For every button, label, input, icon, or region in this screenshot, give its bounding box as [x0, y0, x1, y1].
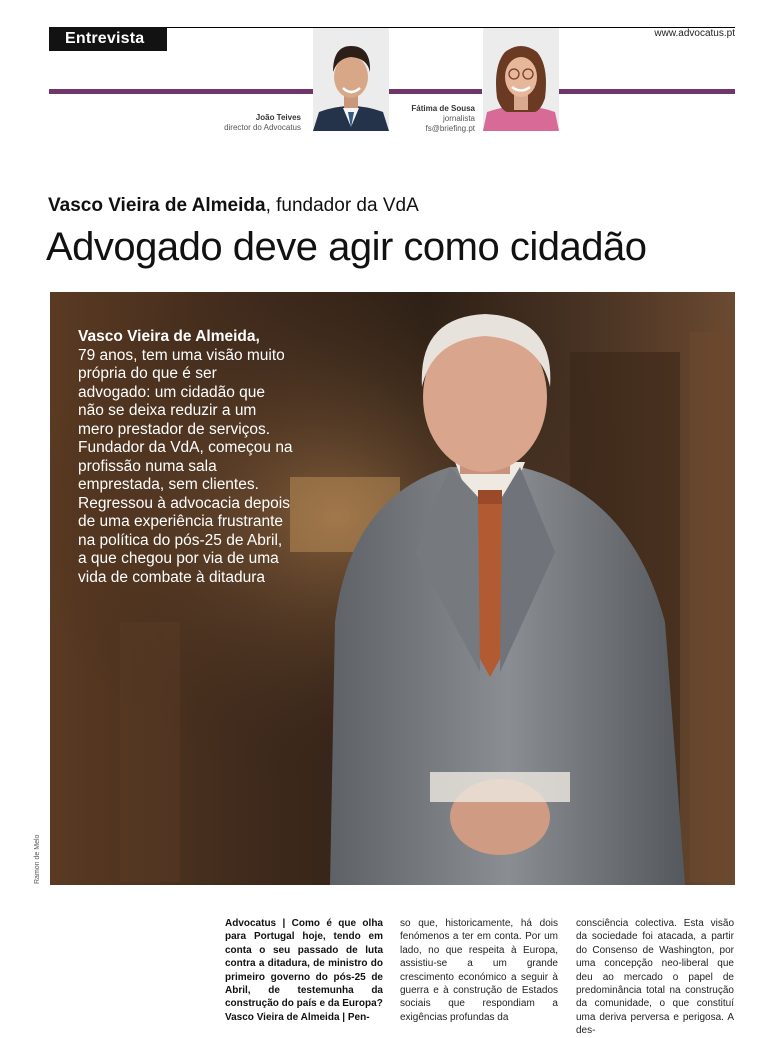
accent-bar-right — [559, 89, 735, 94]
kicker-subtitle: , fundador da VdA — [265, 195, 419, 216]
header-rule — [167, 27, 735, 28]
body-column: so que, historicamente, há dois fenómenos a ter em conta. Por um lado, no que respeita à Europa, assistiu-se a um grande crescimento económico a seguir à guerra e à construção de Estados sociais que respondiam a exigências profundas da — [400, 918, 558, 1023]
author-name: João Teives — [255, 113, 301, 122]
accent-bar-left — [49, 89, 313, 94]
lede-text: 79 anos, tem uma visão muito própria do que é ser advogado: um cidadão que não se deixa reduzir a um mero prestador de serviços. Fundador da VdA, começou na profissão numa sala emprestada, sem clientes. Regressou à advocacia depois de uma experiência frustrante na política do pós-25 de Abril, a que chegou por via de uma vida de combate à ditadura — [78, 346, 293, 586]
interview-question: Advocatus | Como é que olha para Portugal hoje, tendo em conta o seu passado de luta contra a ditadura, de ministro do primeiro governo do pós-25 de Abril, de testemunha da construção do país e da Europa? — [225, 918, 383, 1010]
photo-credit: Ramon de Melo — [34, 834, 41, 884]
site-url[interactable]: www.advocatus.pt — [654, 28, 735, 39]
body-column — [225, 917, 383, 1024]
author-name: Fátima de Sousa — [411, 104, 475, 113]
kicker-name: Vasco Vieira de Almeida — [48, 195, 266, 216]
author-email[interactable]: fs@briefing.pt — [425, 124, 475, 133]
author-byline — [370, 104, 475, 134]
hero-photo — [50, 292, 735, 885]
article-lede — [78, 328, 293, 587]
author-role: jornalista — [442, 114, 475, 123]
interview-answer-start: Vasco Vieira de Almeida | Pen- — [225, 1011, 370, 1023]
author-byline — [190, 113, 301, 133]
accent-bar-middle — [389, 89, 482, 94]
section-tag: Entrevista — [49, 27, 167, 51]
article-kicker — [48, 195, 419, 217]
author-portrait — [483, 28, 559, 131]
author-role: director do Advocatus — [224, 123, 301, 132]
article-headline: Advogado deve agir como cidadão — [46, 225, 647, 269]
body-column: consciência colectiva. Esta visão da sociedade foi atacada, a partir do Consenso de Washington, por uma concepção neo-liberal que deu ao mercado o papel de predominância total na construção da comunidade, o que constituí uma deriva perversa e perigosa. A des- — [576, 918, 734, 1037]
lede-name: Vasco Vieira de Almeida, — [78, 328, 260, 345]
